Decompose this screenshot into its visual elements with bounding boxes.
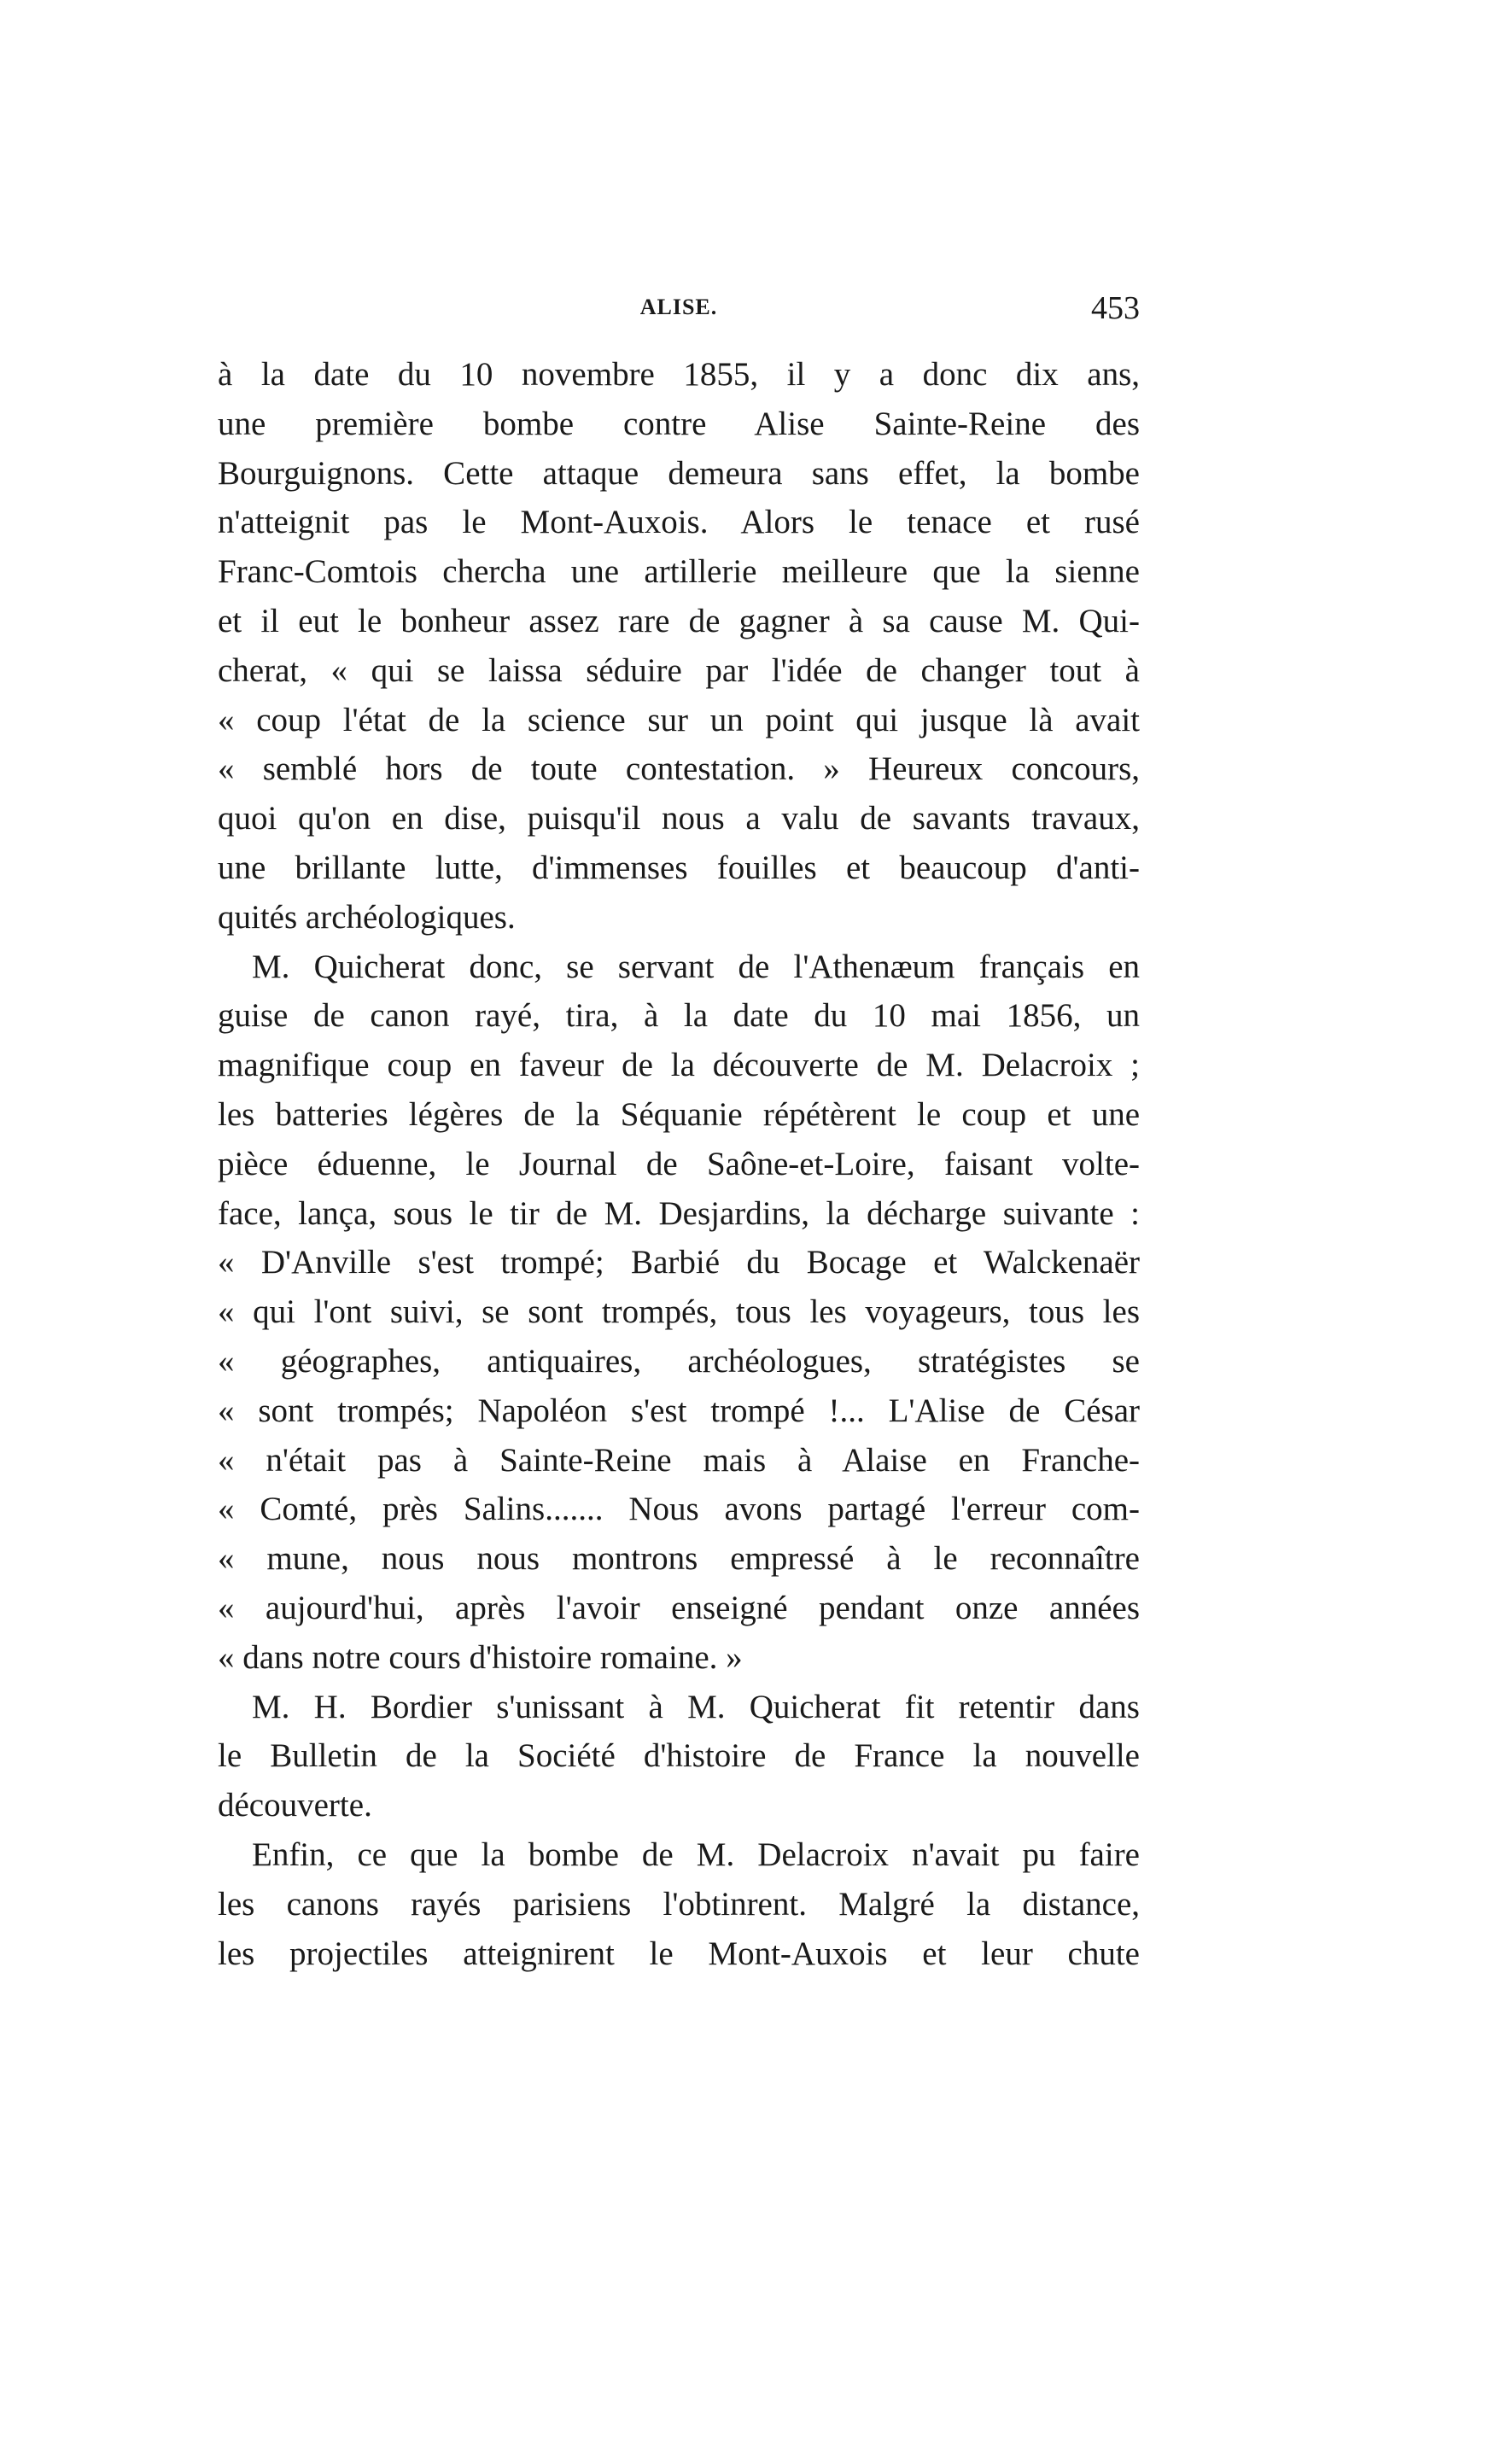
text-line: les batteries légères de la Séquanie répétèrent le coup et une xyxy=(218,1095,1140,1133)
text-line: « mune, nous nous montrons empressé à le reconnaître xyxy=(218,1540,1140,1578)
text-line: les projectiles atteignirent le Mont-Auxois et leur chute xyxy=(218,1935,1140,1972)
text-line: cherat, « qui se laissa séduire par l'idée de changer tout à xyxy=(218,651,1140,689)
text-line: « géographes, antiquaires, archéologues, stratégistes se xyxy=(218,1342,1140,1380)
text-line: une première bombe contre Alise Sainte-Reine des xyxy=(218,405,1140,442)
text-line: « semblé hors de toute contestation. » Heureux concours, xyxy=(218,750,1140,788)
text-line: magnifique coup en faveur de la découverte de M. Delacroix ; xyxy=(218,1047,1140,1084)
running-title: ALISE. xyxy=(639,295,718,319)
text-line: le Bulletin de la Société d'histoire de France la nouvelle xyxy=(218,1737,1140,1775)
text-line: découverte. xyxy=(218,1787,372,1824)
text-line: face, lança, sous le tir de M. Desjardins, la décharge suivante : xyxy=(218,1194,1140,1232)
text-line: M. H. Bordier s'unissant à M. Quicherat fit retentir dans xyxy=(252,1688,1140,1725)
text-line: n'atteignit pas le Mont-Auxois. Alors le tenace et rusé xyxy=(218,504,1140,541)
text-line: « Comté, près Salins....... Nous avons partagé l'erreur com- xyxy=(218,1491,1140,1528)
text-line: et il eut le bonheur assez rare de gagner à sa cause M. Qui- xyxy=(218,602,1140,639)
text-line: « sont trompés; Napoléon s'est trompé !... L'Alise de César xyxy=(218,1392,1140,1429)
text-line: « dans notre cours d'histoire romaine. » xyxy=(218,1638,743,1676)
text-line: à la date du 10 novembre 1855, il y a donc dix ans, xyxy=(218,356,1140,393)
page-number: 453 xyxy=(1091,290,1140,326)
text-line: guise de canon rayé, tira, à la date du 10 mai 1856, un xyxy=(218,997,1140,1035)
text-line: « D'Anville s'est trompé; Barbié du Bocage et Walckenaër xyxy=(218,1244,1140,1281)
text-line: « qui l'ont suivi, se sont trompés, tous les voyageurs, tous les xyxy=(218,1293,1140,1331)
text-line: « aujourd'hui, après l'avoir enseigné pendant onze années xyxy=(218,1589,1140,1626)
text-line: « coup l'état de la science sur un point qui jusque là avait xyxy=(218,701,1140,738)
text-line: Franc-Comtois chercha une artillerie meilleure que la sienne xyxy=(218,553,1140,591)
text-line: M. Quicherat donc, se servant de l'Athenæum français en xyxy=(252,948,1140,985)
text-line: Enfin, ce que la bombe de M. Delacroix n'avait pu faire xyxy=(252,1836,1140,1873)
page-header xyxy=(218,290,1140,329)
text-line: pièce éduenne, le Journal de Saône-et-Loire, faisant volte- xyxy=(218,1145,1140,1182)
text-line: quités archéologiques. xyxy=(218,898,516,936)
body-text xyxy=(218,350,1140,1978)
text-line: « n'était pas à Sainte-Reine mais à Alaise en Franche- xyxy=(218,1441,1140,1479)
text-line: les canons rayés parisiens l'obtinrent. Malgré la distance, xyxy=(218,1885,1140,1923)
text-line: quoi qu'on en dise, puisqu'il nous a valu de savants travaux, xyxy=(218,800,1140,838)
text-line: une brillante lutte, d'immenses fouilles et beaucoup d'anti- xyxy=(218,849,1140,886)
text-line: Bourguignons. Cette attaque demeura sans effet, la bombe xyxy=(218,454,1140,492)
